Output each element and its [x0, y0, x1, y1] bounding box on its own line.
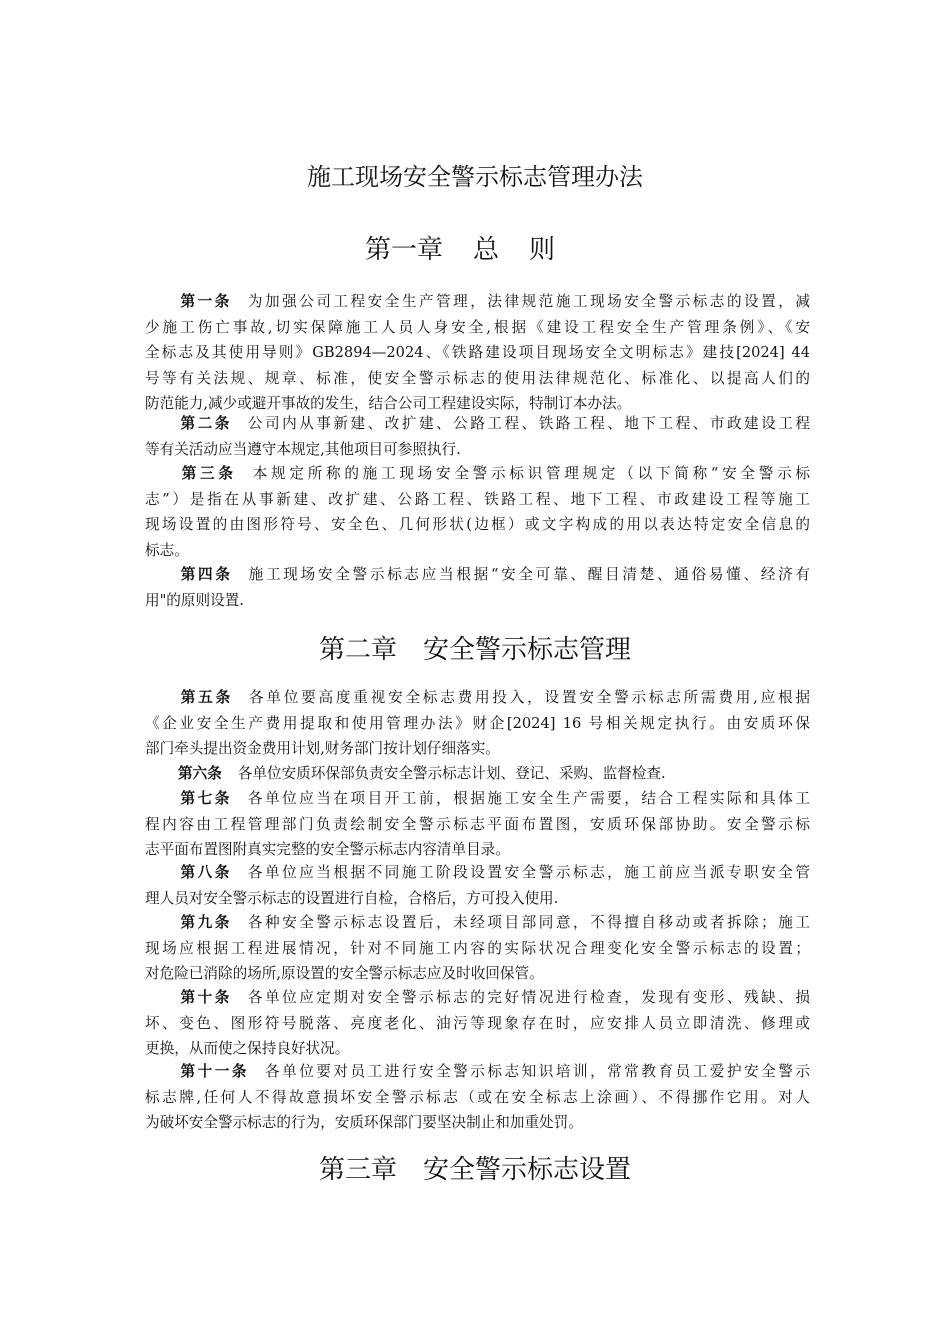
article-text: 坏、变色、图形符号脱落、亮度老化、油污等现象存在时，应安排人员立即清洗、修理或	[145, 1014, 810, 1032]
article-text: 施工现场安全警示标志应当根据“安全可靠、醒目清楚、通俗易懂、经济有	[248, 566, 810, 583]
article-text: 志”）是指在从事新建、改扩建、公路工程、铁路工程、地下工程、市政建设工程等施工	[145, 490, 810, 508]
article-text: 各单位应定期对安全警示标志的完好情况进行检查，发现有变形、残缺、损	[247, 989, 810, 1006]
article-text: 各单位要对员工进行安全警示标志知识培训，常常教育员工爱护安全警示	[264, 1063, 810, 1080]
article-text: 各单位安质环保部负责安全警示标志计划、登记、采购、监督检查.	[237, 765, 666, 782]
article-label: 第十条	[178, 989, 232, 1006]
article-text: 《企业安全生产费用提取和使用管理办法》财企[2024] 16 号相关规定执行。由安质环保	[145, 714, 810, 732]
article-text: 现场设置的由图形符号、安全色、几何形状(边框）或文字构成的用以表达特定安全信息的	[145, 516, 810, 533]
article-text: 等有关活动应当遵守本规定,其他项目可参照执行.	[145, 440, 461, 458]
article-label: 第一条	[178, 293, 232, 310]
article-text: 为破坏安全警示标志的行为，安质环保部门要坚决制止和加重处罚。	[145, 1114, 583, 1131]
chapter-name: 安全警示标志管理	[423, 635, 632, 665]
article	[145, 1059, 810, 1136]
article-label: 第七条	[178, 790, 232, 807]
chapter-heading	[0, 232, 950, 268]
chapter-number: 第一章	[364, 235, 443, 265]
article	[145, 761, 810, 787]
article-text: 本规定所称的施工现场安全警示标识管理规定（以下简称“安全警示标	[252, 465, 810, 482]
chapter-heading	[0, 1152, 950, 1188]
article-text: 各种安全警示标志设置后，未经项目部同意，不得擅自移动或者拆除；施工	[247, 914, 810, 931]
article	[145, 786, 810, 863]
article-label: 第三条	[178, 465, 237, 482]
article	[145, 685, 810, 762]
article-text: 程内容由工程管理部门负责绘制安全警示标志平面布置图，安质环保部协助。安全警示标	[145, 815, 810, 833]
article-text: 各单位应当根据不同施工阶段设置安全警示标志，施工前应当派专职安全管	[247, 864, 810, 881]
article-label: 第八条	[178, 864, 232, 881]
article	[145, 411, 810, 462]
article-text: 标志牌,任何人不得故意损坏安全警示标志（或在安全标志上涂画）、不得挪作它用。对人	[145, 1088, 810, 1106]
article-label: 第六条	[178, 765, 222, 782]
article-text: 部门牵头提出资金费用计划,财务部门按计划仔细落实。	[145, 740, 500, 757]
article-text: 公司内从事新建、改扩建、公路工程、铁路工程、地下工程、市政建设工程	[247, 415, 810, 432]
article-label: 第五条	[178, 689, 233, 706]
article-text: 号等有关法规、规章、标准，使安全警示标志的使用法律规范化、标准化、以提高人们的	[145, 369, 810, 387]
article-text: 防范能力,减少或避开事故的发生，结合公司工程建设实际，特制订本办法。	[145, 395, 632, 412]
article	[145, 461, 810, 563]
article	[145, 985, 810, 1062]
article-label: 第十一条	[178, 1063, 249, 1080]
article-text: 标志。	[145, 541, 189, 559]
chapter-name: 总则	[473, 235, 586, 265]
article-label: 第二条	[178, 415, 232, 432]
article-text: 对危险已消除的场所,原设置的安全警示标志应及时收回保管。	[145, 965, 544, 982]
article	[145, 562, 810, 613]
article-text: 少施工伤亡事故,切实保障施工人员人身安全,根据《建设工程安全生产管理条例》、《安	[145, 318, 810, 336]
article-text: 全标志及其使用导则》GB2894—2024、《铁路建设项目现场安全文明标志》建技[2024] 44	[145, 344, 810, 361]
article-text: 各单位应当在项目开工前，根据施工安全生产需要，结合工程实际和具体工	[247, 790, 810, 807]
article-text: 志平面布置图附真实完整的安全警示标志内容清单目录。	[145, 841, 510, 858]
chapter-heading	[0, 632, 950, 668]
article-text: 更换，从而使之保持良好状况。	[145, 1040, 350, 1057]
article	[145, 860, 810, 911]
chapter-number: 第三章	[318, 1155, 397, 1185]
article	[145, 289, 810, 417]
article	[145, 910, 810, 987]
article-text: 现场应根据工程进展情况，针对不同施工内容的实际状况合理变化安全警示标志的设置；	[145, 939, 810, 957]
chapter-name: 安全警示标志设置	[423, 1155, 632, 1185]
article-text: 各单位要高度重视安全标志费用投入，设置安全警示标志所需费用,应根据	[248, 689, 810, 706]
article-text: 用"的原则设置.	[145, 591, 244, 609]
chapter-number: 第二章	[318, 635, 397, 665]
article-label: 第四条	[178, 566, 233, 583]
document-title: 施工现场安全警示标志管理办法	[307, 163, 643, 191]
article-text: 为加强公司工程安全生产管理，法律规范施工现场安全警示标志的设置，减	[247, 293, 810, 310]
article-label: 第九条	[178, 914, 232, 931]
article-text: 理人员对安全警示标志的设置进行自检，合格后，方可投入使用.	[145, 889, 559, 907]
